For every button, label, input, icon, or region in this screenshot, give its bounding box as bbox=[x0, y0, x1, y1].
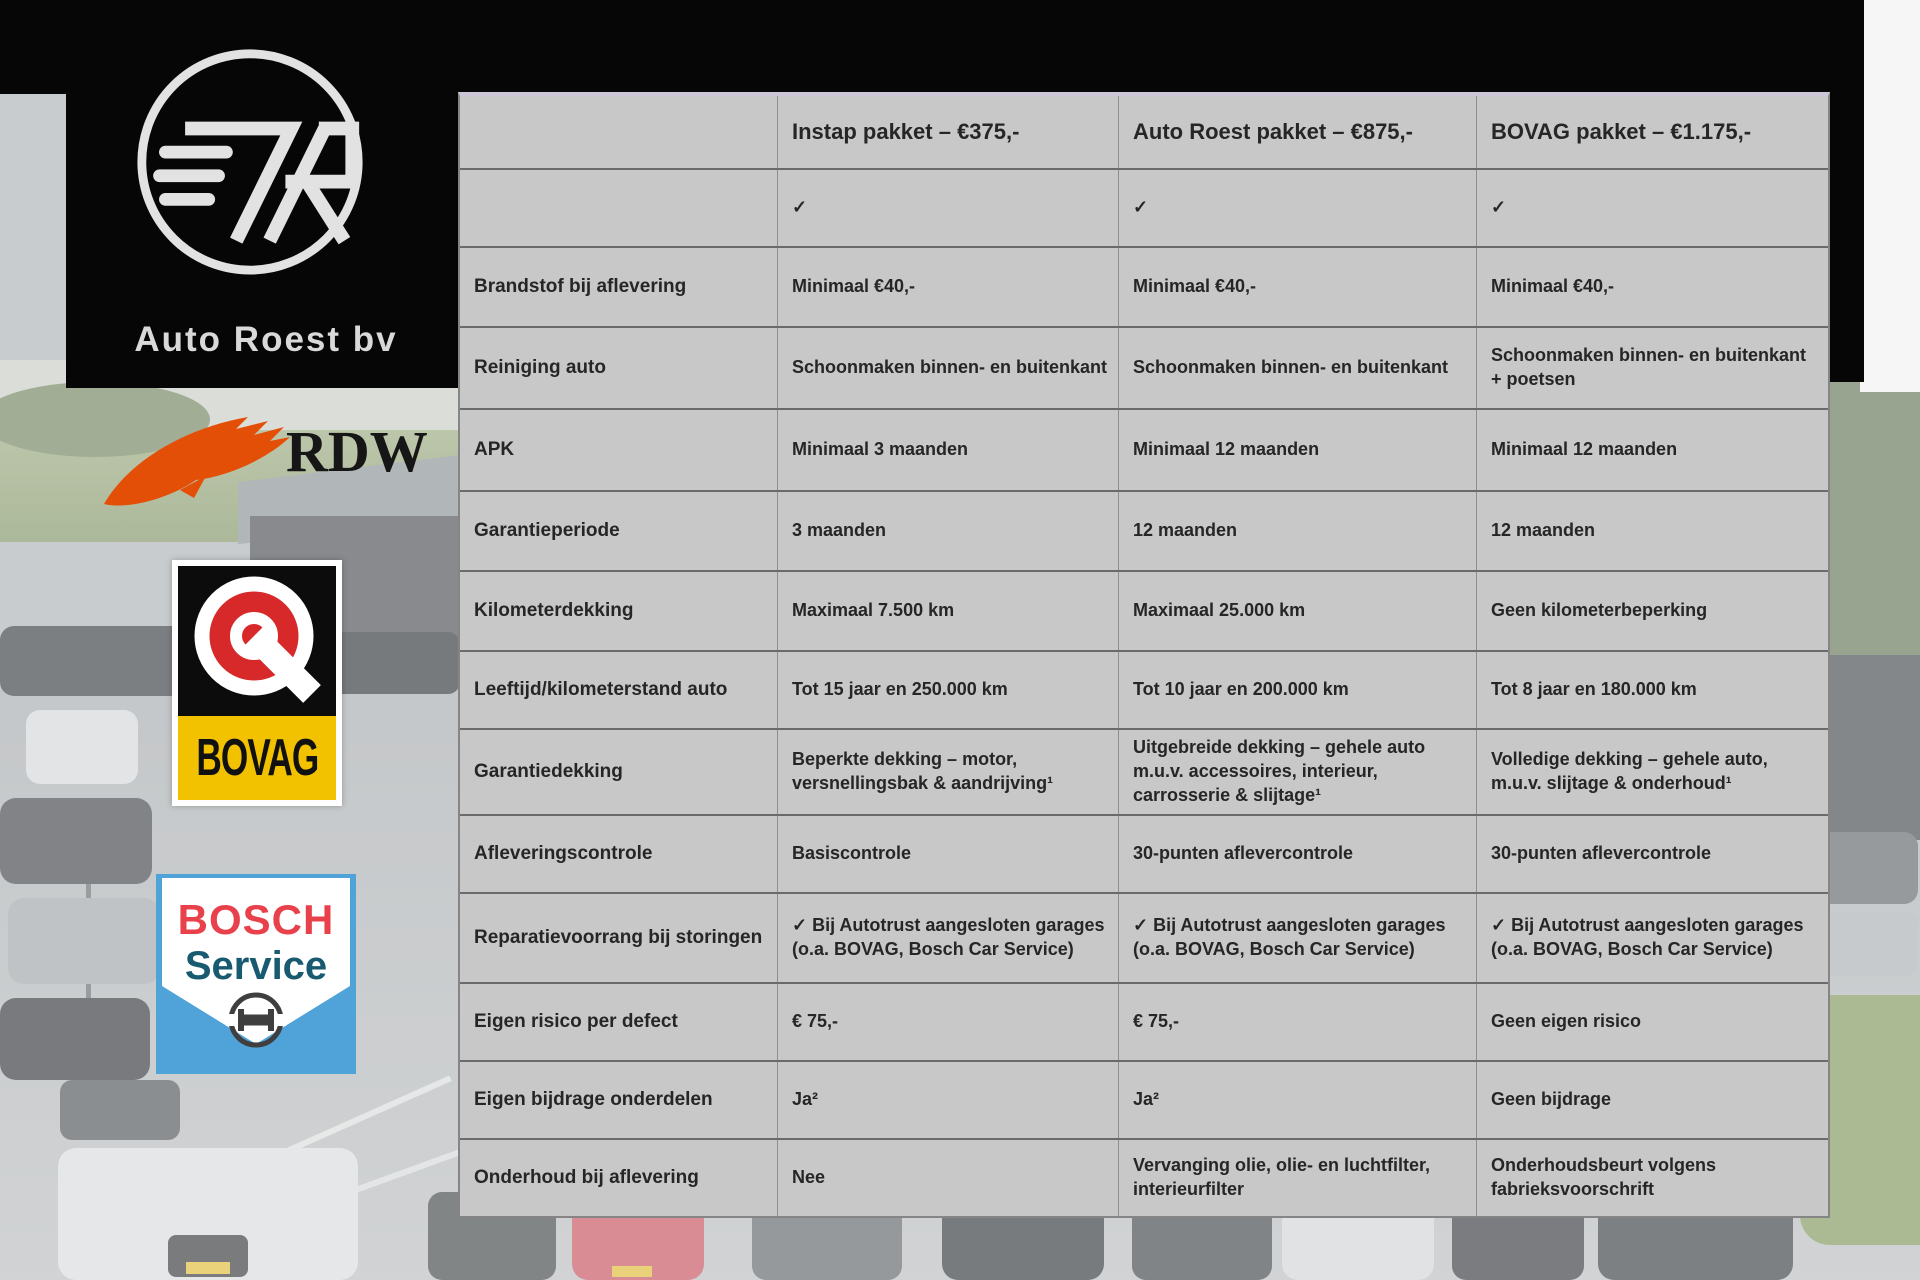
row-label: Brandstof bij aflevering bbox=[460, 248, 778, 326]
cell-value: Minimaal €40,- bbox=[778, 248, 1119, 326]
cell-value: Uitgebreide dekking – gehele auto m.u.v. accessoires, interieur, carrosserie & slijtage¹ bbox=[1119, 730, 1477, 814]
cell-value: Tot 15 jaar en 250.000 km bbox=[778, 652, 1119, 728]
row-label: Kilometerdekking bbox=[460, 572, 778, 650]
bovag-wordmark-block bbox=[178, 716, 336, 800]
cell-value: Tot 8 jaar en 180.000 km bbox=[1491, 679, 1697, 700]
cell-value: 12 maanden bbox=[1119, 492, 1477, 570]
cell-value: ✓ Bij Autotrust aangesloten garages (o.a. BOVAG, Bosch Car Service) bbox=[778, 894, 1119, 982]
table-row-leeftijd bbox=[460, 652, 1828, 730]
cell-value: Nee bbox=[778, 1140, 1119, 1216]
row-label: Leeftijd/kilometerstand auto bbox=[460, 652, 778, 728]
bosch-wordmark: BOSCH bbox=[177, 896, 335, 943]
package-comparison-table bbox=[458, 92, 1830, 1218]
cell-value: Minimaal €40,- bbox=[1119, 248, 1477, 326]
row-label: Reiniging auto bbox=[460, 328, 778, 408]
included-check: ✓ bbox=[1491, 197, 1507, 218]
table-row-reiniging bbox=[460, 328, 1828, 410]
cell-value: Basiscontrole bbox=[778, 816, 1119, 892]
auto-roest-monogram-icon bbox=[132, 40, 368, 280]
cell-value: Minimaal 3 maanden bbox=[778, 410, 1119, 490]
row-label: Eigen risico per defect bbox=[460, 984, 778, 1060]
cell-value: Schoonmaken binnen- en buitenkant bbox=[1119, 328, 1477, 408]
cell-value: Geen eigen risico bbox=[1491, 1011, 1642, 1032]
cell-value: Tot 10 jaar en 200.000 km bbox=[1119, 652, 1477, 728]
cell-value: 12 maanden bbox=[1491, 520, 1596, 541]
cell-value: 30-punten aflevercontrole bbox=[1491, 843, 1712, 864]
row-label: Garantieperiode bbox=[460, 492, 778, 570]
table-row-garantieperiode bbox=[460, 492, 1828, 572]
cell-value: 3 maanden bbox=[778, 492, 1119, 570]
cell-value: Schoonmaken binnen- en buitenkant bbox=[778, 328, 1119, 408]
row-label bbox=[460, 170, 778, 246]
cell-value: Ja² bbox=[1119, 1062, 1477, 1138]
row-label: APK bbox=[460, 410, 778, 490]
table-row-eigen-bijdrage bbox=[460, 1062, 1828, 1140]
column-header-instap-pakket: Instap pakket – €375,- bbox=[778, 96, 1119, 168]
cell-value: Geen kilometerbeperking bbox=[1491, 600, 1708, 621]
row-label: Eigen bijdrage onderdelen bbox=[460, 1062, 778, 1138]
cell-value: Schoonmaken binnen- en buitenkant + poetsen bbox=[1491, 345, 1807, 389]
table-header-row bbox=[460, 96, 1828, 170]
cell-value: Onderhoudsbeurt volgens fabrieksvoorschrift bbox=[1491, 1155, 1717, 1199]
cell-value: Vervanging olie, olie- en luchtfilter, interieurfilter bbox=[1119, 1140, 1477, 1216]
cell-value: ✓ Bij Autotrust aangesloten garages (o.a. BOVAG, Bosch Car Service) bbox=[1491, 915, 1804, 959]
cell-value: Volledige dekking – gehele auto, m.u.v. slijtage & onderhoud¹ bbox=[1491, 749, 1768, 793]
column-header-blank bbox=[460, 96, 778, 168]
bosch-service-logo bbox=[156, 874, 356, 1074]
cell-value: Minimaal 12 maanden bbox=[1119, 410, 1477, 490]
cell-value: Geen bijdrage bbox=[1491, 1089, 1612, 1110]
column-header-bovag-pakket: BOVAG pakket – €1.175,- bbox=[1491, 119, 1752, 145]
cell-value: Minimaal €40,- bbox=[1491, 276, 1615, 297]
rdw-feather-icon bbox=[98, 412, 298, 517]
table-row-brandstof bbox=[460, 248, 1828, 328]
cell-value: Beperkte dekking – motor, versnellingsbak & aandrijving¹ bbox=[778, 730, 1119, 814]
table-row-afleveringscontrole bbox=[460, 816, 1828, 894]
cell-value: Ja² bbox=[778, 1062, 1119, 1138]
table-row-garantiedekking bbox=[460, 730, 1828, 816]
table-row-reparatievoorrang bbox=[460, 894, 1828, 984]
cell-value: € 75,- bbox=[778, 984, 1119, 1060]
bovag-key-icon bbox=[178, 566, 336, 716]
cell-value: 30-punten aflevercontrole bbox=[1119, 816, 1477, 892]
cell-value: Maximaal 7.500 km bbox=[778, 572, 1119, 650]
right-black-bar bbox=[1830, 0, 1864, 382]
bosch-service-wordmark: Service bbox=[184, 944, 328, 988]
included-check: ✓ bbox=[778, 170, 1119, 246]
row-label: Reparatievoorrang bij storingen bbox=[460, 894, 778, 982]
cell-value: Minimaal 12 maanden bbox=[1491, 439, 1678, 460]
row-label: Onderhoud bij aflevering bbox=[460, 1140, 778, 1216]
dealer-name: Auto Roest bv bbox=[134, 320, 398, 359]
bosch-armature-icon bbox=[226, 990, 286, 1050]
cell-value: € 75,- bbox=[1119, 984, 1477, 1060]
included-check: ✓ bbox=[1119, 170, 1477, 246]
cell-value: ✓ Bij Autotrust aangesloten garages (o.a. BOVAG, Bosch Car Service) bbox=[1119, 894, 1477, 982]
table-row-eigen-risico bbox=[460, 984, 1828, 1062]
table-row-apk bbox=[460, 410, 1828, 492]
row-label: Garantiedekking bbox=[460, 730, 778, 814]
table-row-included bbox=[460, 170, 1828, 248]
cell-value: Maximaal 25.000 km bbox=[1119, 572, 1477, 650]
rdw-wordmark: RDW bbox=[286, 419, 428, 484]
table-row-onderhoud bbox=[460, 1140, 1828, 1216]
bovag-wordmark: BOVAG bbox=[195, 728, 319, 786]
bovag-logo bbox=[172, 560, 342, 806]
table-row-kilometerdekking bbox=[460, 572, 1828, 652]
row-label: Afleveringscontrole bbox=[460, 816, 778, 892]
column-header-auto-roest-pakket: Auto Roest pakket – €875,- bbox=[1119, 96, 1477, 168]
